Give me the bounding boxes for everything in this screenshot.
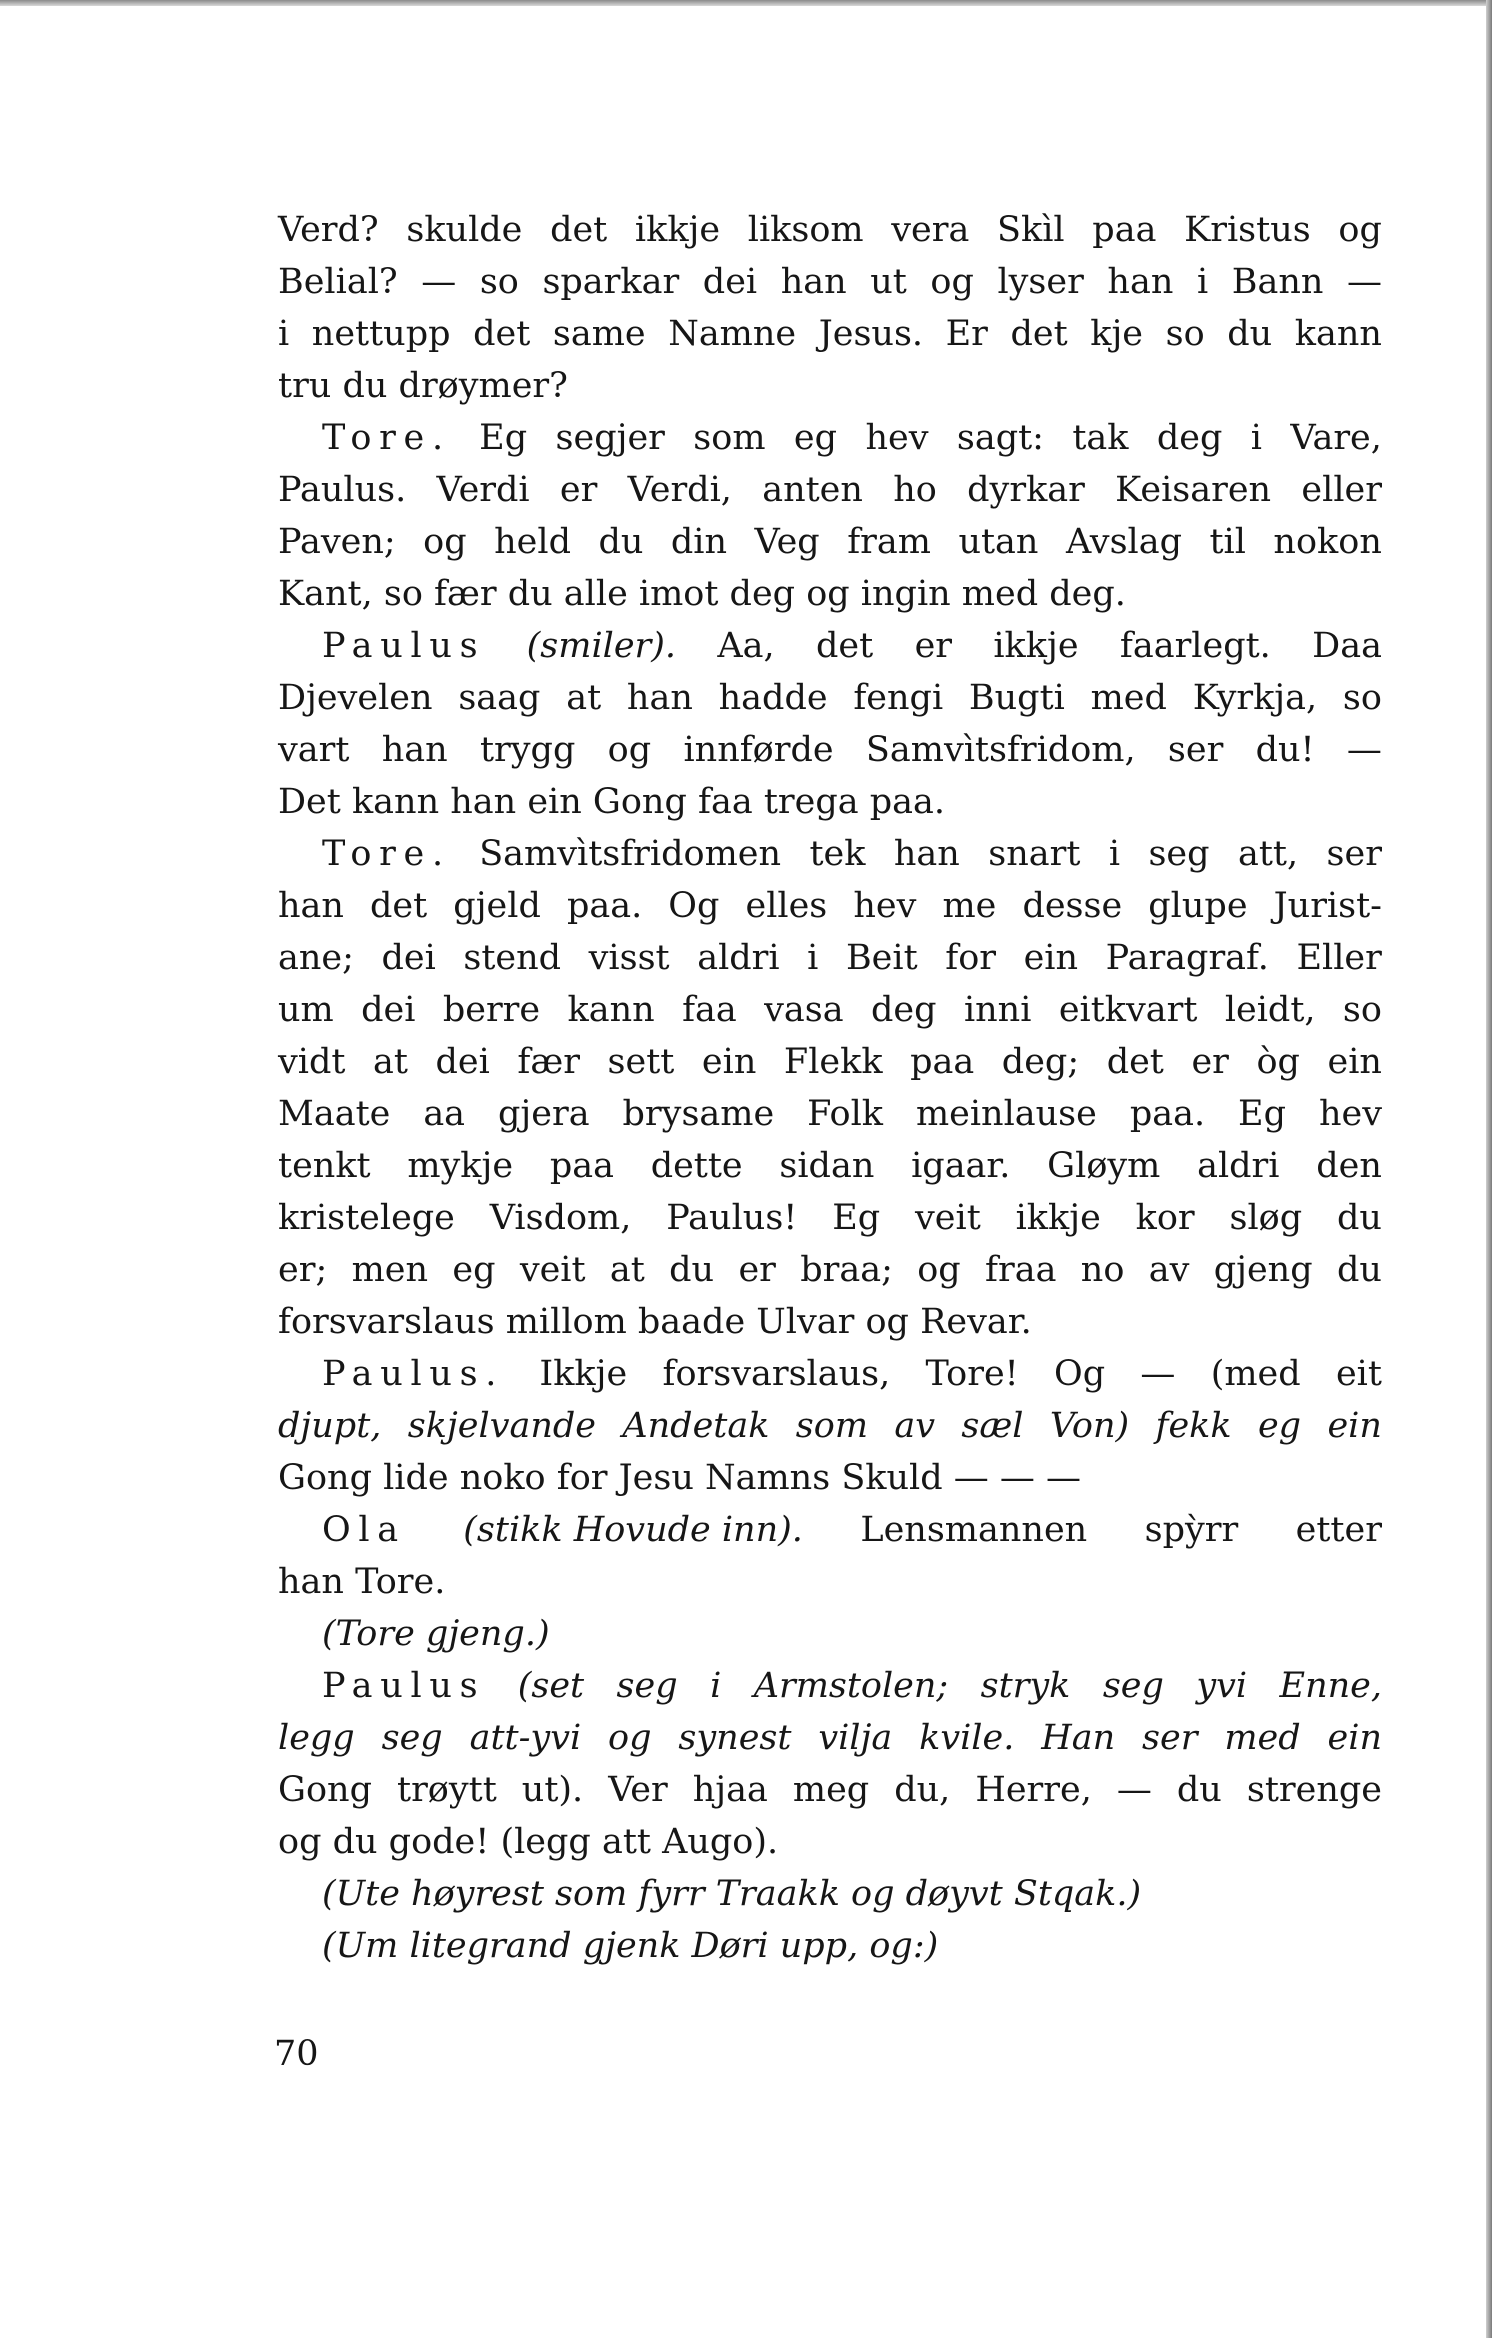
line-segment: tru du drøymer? bbox=[278, 366, 568, 406]
word: nettupp bbox=[311, 314, 451, 354]
stage-direction: (stikk Hovude inn). bbox=[463, 1510, 803, 1550]
word: sett bbox=[607, 1042, 675, 1082]
text-line bbox=[278, 1764, 1382, 1816]
word: dyrkar bbox=[967, 470, 1085, 510]
text-line bbox=[278, 880, 1382, 932]
word: paa. bbox=[1129, 1094, 1206, 1134]
speaker-name: Paulus. bbox=[322, 1354, 505, 1394]
word: Folk bbox=[807, 1094, 883, 1134]
word: visst bbox=[588, 938, 670, 978]
word: i bbox=[710, 1666, 722, 1706]
text-line bbox=[278, 620, 1382, 672]
text-line bbox=[278, 516, 1382, 568]
word: Bann bbox=[1231, 262, 1324, 302]
word: desse bbox=[1022, 886, 1123, 926]
word: Jesus. bbox=[818, 314, 924, 354]
word: Kristus bbox=[1184, 210, 1311, 250]
word: aldri bbox=[697, 938, 780, 978]
word: Visdom, bbox=[489, 1198, 632, 1238]
word: Kyrkja, bbox=[1192, 678, 1318, 718]
word: Namne bbox=[668, 314, 797, 354]
word: Eg bbox=[1238, 1094, 1286, 1134]
word: at bbox=[566, 678, 602, 718]
word: seg bbox=[616, 1666, 678, 1706]
word: ut bbox=[870, 262, 907, 302]
page-number: 70 bbox=[274, 2034, 319, 2074]
word: me bbox=[942, 886, 997, 926]
word: att, bbox=[1237, 834, 1299, 874]
word: eit bbox=[1335, 1354, 1382, 1394]
text-line bbox=[278, 776, 1382, 828]
word: det bbox=[1106, 1042, 1164, 1082]
stage-direction: (Tore gjeng.) bbox=[322, 1614, 550, 1654]
word: kristelege bbox=[278, 1198, 455, 1238]
word: liksom bbox=[747, 210, 864, 250]
text-line bbox=[278, 360, 1382, 412]
text-line bbox=[278, 568, 1382, 620]
word: so bbox=[1342, 990, 1382, 1030]
word: Bugti bbox=[968, 678, 1065, 718]
word: ikkje bbox=[993, 626, 1079, 666]
word: og bbox=[917, 1250, 961, 1290]
word: sidan bbox=[779, 1146, 875, 1186]
word: han bbox=[780, 262, 847, 302]
word: du bbox=[1336, 1250, 1382, 1290]
word: vilja bbox=[818, 1718, 893, 1758]
word: seg bbox=[1148, 834, 1210, 874]
word: (med bbox=[1210, 1354, 1301, 1394]
word: eller bbox=[1301, 470, 1382, 510]
word: Von) bbox=[1049, 1406, 1130, 1446]
word: Er bbox=[945, 314, 988, 354]
word: ho bbox=[893, 470, 937, 510]
word: inni bbox=[963, 990, 1032, 1030]
word: sparkar bbox=[542, 262, 680, 302]
word: — bbox=[1346, 262, 1382, 302]
word: i bbox=[807, 938, 819, 978]
word: med bbox=[1224, 1718, 1301, 1758]
word: snart bbox=[988, 834, 1081, 874]
word: trygg bbox=[479, 730, 576, 770]
word: veit bbox=[519, 1250, 586, 1290]
word: innførde bbox=[683, 730, 834, 770]
word: skjelvande bbox=[407, 1406, 596, 1446]
text-line bbox=[278, 1400, 1382, 1452]
word: braa; bbox=[800, 1250, 893, 1290]
word: Og bbox=[668, 886, 720, 926]
word: og bbox=[930, 262, 974, 302]
word: ikkje bbox=[1015, 1198, 1101, 1238]
word: ein bbox=[1327, 1406, 1382, 1446]
word: dei bbox=[381, 938, 436, 978]
word: du, bbox=[894, 1770, 951, 1810]
line-segment: og du gode! (legg att Augo). bbox=[278, 1822, 779, 1862]
word: ikkje bbox=[634, 210, 721, 250]
word: so bbox=[1165, 314, 1205, 354]
word: Eller bbox=[1296, 938, 1382, 978]
text-line bbox=[278, 984, 1382, 1036]
word: berre bbox=[442, 990, 541, 1030]
word: kvile. bbox=[919, 1718, 1015, 1758]
speaker-name: Tore. bbox=[322, 834, 451, 874]
word: ein bbox=[1023, 938, 1079, 978]
word: gjeld bbox=[453, 886, 541, 926]
text-line bbox=[278, 1868, 1382, 1920]
word: det bbox=[816, 626, 874, 666]
word: er; bbox=[278, 1250, 328, 1290]
line-segment: forsvarslaus millom baade Ulvar og Revar. bbox=[278, 1302, 1032, 1342]
word: paa bbox=[1092, 210, 1157, 250]
word: Beit bbox=[845, 938, 918, 978]
word: fekk bbox=[1155, 1406, 1232, 1446]
word: Gong bbox=[278, 1770, 372, 1810]
word: Djevelen bbox=[278, 678, 433, 718]
page-edge-right bbox=[1486, 0, 1492, 2338]
word: Lensmannen bbox=[860, 1510, 1088, 1550]
word: Gløym bbox=[1047, 1146, 1161, 1186]
page-text bbox=[278, 204, 1382, 1972]
text-line bbox=[278, 724, 1382, 776]
word: kje bbox=[1090, 314, 1144, 354]
word: til bbox=[1209, 522, 1246, 562]
word: Daa bbox=[1312, 626, 1382, 666]
word: fram bbox=[847, 522, 931, 562]
word: ut). bbox=[521, 1770, 584, 1810]
word: og bbox=[1338, 210, 1382, 250]
word: held bbox=[494, 522, 571, 562]
word: fraa bbox=[985, 1250, 1057, 1290]
word: ser bbox=[1167, 730, 1224, 770]
word: ein bbox=[1327, 1718, 1382, 1758]
word: Flekk bbox=[783, 1042, 883, 1082]
word: vart bbox=[278, 730, 350, 770]
word: den bbox=[1316, 1146, 1382, 1186]
word: — bbox=[1346, 730, 1382, 770]
text-line bbox=[278, 828, 1382, 880]
word: paa. bbox=[566, 886, 643, 926]
word: i bbox=[278, 314, 290, 354]
speaker-name: Paulus bbox=[322, 626, 486, 666]
word: Verdi bbox=[436, 470, 530, 510]
word: kor bbox=[1135, 1198, 1195, 1238]
speaker-name: Ola bbox=[322, 1510, 406, 1550]
word: og bbox=[423, 522, 467, 562]
word: fengi bbox=[853, 678, 944, 718]
word: Vare, bbox=[1290, 418, 1382, 458]
text-line bbox=[278, 1712, 1382, 1764]
word: er bbox=[738, 1250, 776, 1290]
stage-direction: (smiler). bbox=[526, 626, 677, 666]
text-line bbox=[278, 1244, 1382, 1296]
word: utan bbox=[958, 522, 1039, 562]
word: so bbox=[1342, 678, 1382, 718]
stage-direction: (Um litegrand gjenk Døri upp, og:) bbox=[322, 1926, 939, 1966]
word: Han bbox=[1041, 1718, 1116, 1758]
word: trøytt bbox=[397, 1770, 497, 1810]
word: eitkvart bbox=[1058, 990, 1198, 1030]
word: Eg bbox=[832, 1198, 881, 1238]
word: Samvìtsfridom, bbox=[865, 730, 1136, 770]
word: vasa bbox=[764, 990, 844, 1030]
line-segment: Kant, so fær du alle imot deg og ingin med deg. bbox=[278, 574, 1126, 614]
word: Paven; bbox=[278, 522, 396, 562]
word: um bbox=[278, 990, 334, 1030]
word: meinlause bbox=[915, 1094, 1097, 1134]
speaker-name: Paulus bbox=[322, 1666, 486, 1706]
word: Verdi, bbox=[627, 470, 732, 510]
text-line bbox=[278, 932, 1382, 984]
word: det bbox=[1010, 314, 1068, 354]
word: lyser bbox=[997, 262, 1084, 302]
word: det bbox=[370, 886, 428, 926]
word: Aa, bbox=[717, 626, 775, 666]
text-line bbox=[278, 1504, 1382, 1556]
word: du bbox=[1336, 1198, 1382, 1238]
line-segment: Gong lide noko for Jesu Namns Skuld — — — bbox=[278, 1458, 1082, 1498]
word: i bbox=[1250, 418, 1262, 458]
page-edge-top bbox=[0, 0, 1492, 6]
word: ane; bbox=[278, 938, 354, 978]
word: mykje bbox=[407, 1146, 514, 1186]
word: og bbox=[608, 1718, 652, 1758]
word: du bbox=[669, 1250, 715, 1290]
word: hev bbox=[865, 418, 929, 458]
word: vera bbox=[891, 210, 970, 250]
word: Paulus! bbox=[666, 1198, 798, 1238]
text-line bbox=[278, 308, 1382, 360]
word: og bbox=[607, 730, 652, 770]
word: er bbox=[1191, 1042, 1229, 1082]
word: veit bbox=[915, 1198, 981, 1238]
word: du bbox=[1176, 1770, 1222, 1810]
text-line bbox=[278, 1660, 1382, 1712]
word: nokon bbox=[1273, 522, 1382, 562]
word: gjeng bbox=[1213, 1250, 1313, 1290]
word: dei bbox=[435, 1042, 490, 1082]
word: glupe bbox=[1148, 886, 1248, 926]
word: synest bbox=[678, 1718, 792, 1758]
word: aa bbox=[423, 1094, 466, 1134]
text-line bbox=[278, 412, 1382, 464]
word: han bbox=[626, 678, 693, 718]
text-line bbox=[278, 1452, 1382, 1504]
word: eg bbox=[793, 418, 838, 458]
word: er bbox=[559, 470, 598, 510]
word: paa bbox=[910, 1042, 975, 1082]
word: aldri bbox=[1197, 1146, 1280, 1186]
word: Veg bbox=[754, 522, 820, 562]
word: i bbox=[1196, 262, 1209, 302]
word: anten bbox=[762, 470, 863, 510]
word: Ver bbox=[608, 1770, 668, 1810]
text-line bbox=[278, 204, 1382, 256]
word: òg bbox=[1256, 1042, 1300, 1082]
word: Ikkje bbox=[539, 1354, 628, 1394]
word: han bbox=[278, 886, 344, 926]
word: i bbox=[1108, 834, 1121, 874]
word: no bbox=[1080, 1250, 1125, 1290]
text-line bbox=[278, 1816, 1382, 1868]
word: din bbox=[670, 522, 728, 562]
word: kann bbox=[567, 990, 655, 1030]
word: leidt, bbox=[1224, 990, 1316, 1030]
word: skulde bbox=[406, 210, 523, 250]
word: Paulus. bbox=[278, 470, 407, 510]
word: brysame bbox=[622, 1094, 775, 1134]
word: — bbox=[421, 262, 457, 302]
word: det bbox=[550, 210, 608, 250]
word: faarlegt. bbox=[1119, 626, 1271, 666]
text-line bbox=[278, 672, 1382, 724]
text-line bbox=[278, 1036, 1382, 1088]
word: det bbox=[473, 314, 531, 354]
word: hev bbox=[853, 886, 917, 926]
word: same bbox=[552, 314, 646, 354]
word: dei bbox=[702, 262, 758, 302]
word: (set bbox=[517, 1666, 585, 1706]
word: at bbox=[373, 1042, 408, 1082]
word: Avslag bbox=[1065, 522, 1182, 562]
word: deg bbox=[1156, 418, 1223, 458]
word: med bbox=[1090, 678, 1167, 718]
word: ein bbox=[701, 1042, 757, 1082]
word: som bbox=[795, 1406, 869, 1446]
word: seg bbox=[1102, 1666, 1164, 1706]
word: elles bbox=[745, 886, 828, 926]
word: Armstolen; bbox=[753, 1666, 949, 1706]
word: han bbox=[1107, 262, 1174, 302]
word: segjer bbox=[555, 418, 665, 458]
text-line bbox=[278, 464, 1382, 516]
text-line bbox=[278, 1556, 1382, 1608]
word: er bbox=[914, 626, 953, 666]
word: sagt: bbox=[956, 418, 1044, 458]
word: faa bbox=[682, 990, 737, 1030]
word: — bbox=[1116, 1770, 1152, 1810]
word: du bbox=[598, 522, 644, 562]
word: strenge bbox=[1246, 1770, 1382, 1810]
word: so bbox=[479, 262, 519, 302]
word: deg bbox=[871, 990, 937, 1030]
word: — bbox=[1140, 1354, 1176, 1394]
word: at bbox=[609, 1250, 645, 1290]
word: dei bbox=[361, 990, 416, 1030]
word: Tore! bbox=[925, 1354, 1019, 1394]
word: vidt bbox=[278, 1042, 346, 1082]
word: Paragraf. bbox=[1105, 938, 1269, 978]
line-segment: Det kann han ein Gong faa trega paa. bbox=[278, 782, 945, 822]
word: ein bbox=[1327, 1042, 1382, 1082]
text-line bbox=[278, 1088, 1382, 1140]
word: eg bbox=[1257, 1406, 1302, 1446]
text-line bbox=[278, 1348, 1382, 1400]
word: du! bbox=[1255, 730, 1315, 770]
word: saag bbox=[458, 678, 541, 718]
stage-direction: (Ute høyrest som fyrr Traakk og døyvt Stqak.) bbox=[322, 1874, 1142, 1914]
speaker-name: Tore. bbox=[322, 418, 451, 458]
word: sæl bbox=[961, 1406, 1024, 1446]
word: Verd? bbox=[278, 210, 379, 250]
word: han bbox=[893, 834, 960, 874]
word: hev bbox=[1318, 1094, 1382, 1134]
word: hjaa bbox=[692, 1770, 768, 1810]
word: seg bbox=[381, 1718, 443, 1758]
word: deg; bbox=[1001, 1042, 1080, 1082]
word: som bbox=[693, 418, 766, 458]
text-line bbox=[278, 1296, 1382, 1348]
word: sløg bbox=[1229, 1198, 1303, 1238]
word: av bbox=[894, 1406, 936, 1446]
word: gjera bbox=[498, 1094, 590, 1134]
word: hadde bbox=[718, 678, 828, 718]
word: Eg bbox=[479, 418, 528, 458]
word: av bbox=[1148, 1250, 1190, 1290]
word: du bbox=[1227, 314, 1273, 354]
word: tenkt bbox=[278, 1146, 371, 1186]
word: kann bbox=[1294, 314, 1382, 354]
text-line bbox=[278, 1192, 1382, 1244]
text-line bbox=[278, 1608, 1382, 1660]
word: Skìl bbox=[997, 210, 1065, 250]
text-line bbox=[278, 256, 1382, 308]
word: etter bbox=[1295, 1510, 1382, 1550]
word: paa bbox=[549, 1146, 614, 1186]
word: stryk bbox=[980, 1666, 1071, 1706]
word: spỳrr bbox=[1144, 1510, 1239, 1550]
word: fær bbox=[517, 1042, 580, 1082]
word: Andetak bbox=[622, 1406, 770, 1446]
word: igaar. bbox=[911, 1146, 1011, 1186]
word: stend bbox=[463, 938, 562, 978]
word: Enne, bbox=[1279, 1666, 1382, 1706]
word: tek bbox=[809, 834, 866, 874]
word: meg bbox=[792, 1770, 870, 1810]
word: Herre, bbox=[975, 1770, 1092, 1810]
word: forsvarslaus, bbox=[662, 1354, 891, 1394]
word: men bbox=[351, 1250, 429, 1290]
word: ser bbox=[1142, 1718, 1198, 1758]
word: Og bbox=[1054, 1354, 1106, 1394]
word: eg bbox=[452, 1250, 496, 1290]
word: Samvìtsfridomen bbox=[479, 834, 782, 874]
word: ser bbox=[1326, 834, 1382, 874]
word: Maate bbox=[278, 1094, 391, 1134]
word: Belial? bbox=[278, 262, 398, 302]
word: Jurist- bbox=[1273, 886, 1382, 926]
word: tak bbox=[1072, 418, 1129, 458]
word: att-yvi bbox=[469, 1718, 582, 1758]
word: yvi bbox=[1196, 1666, 1248, 1706]
word: dette bbox=[650, 1146, 743, 1186]
word: han bbox=[381, 730, 448, 770]
word: legg bbox=[278, 1718, 355, 1758]
word: djupt, bbox=[278, 1406, 382, 1446]
word: for bbox=[945, 938, 996, 978]
line-segment: han Tore. bbox=[278, 1562, 446, 1602]
word: Keisaren bbox=[1115, 470, 1272, 510]
text-line bbox=[278, 1920, 1382, 1972]
text-line bbox=[278, 1140, 1382, 1192]
